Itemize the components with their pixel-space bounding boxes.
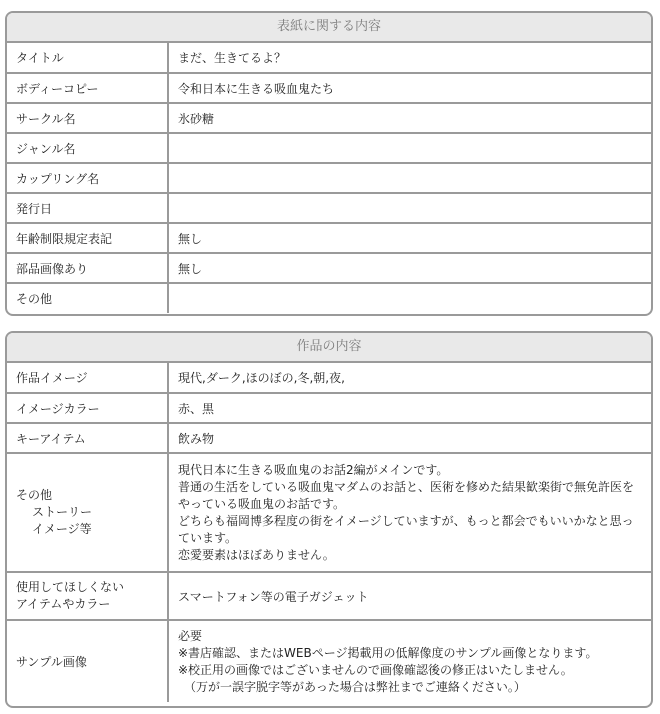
table-row-sample bbox=[7, 620, 651, 702]
row-value: 氷砂糖 bbox=[168, 103, 651, 133]
row-label: 部品画像あり bbox=[7, 253, 168, 283]
row-label: タイトル bbox=[7, 43, 168, 73]
cover-panel-title: 表紙に関する内容 bbox=[7, 13, 651, 43]
other-value-line: 普通の生活をしている吸血鬼マダムのお話と、医術を修めた結果歓楽街で無免許医を bbox=[178, 479, 635, 494]
unwanted-label-line: アイテムやカラー bbox=[16, 597, 111, 611]
other-label bbox=[7, 453, 168, 572]
other-label-line: ストーリー bbox=[32, 505, 93, 519]
row-value: 現代,ダーク,ほのぼの,冬,朝,夜, bbox=[178, 371, 345, 385]
table-row bbox=[7, 103, 651, 133]
cover-panel bbox=[5, 11, 653, 316]
row-label: イメージカラー bbox=[7, 393, 168, 423]
sample-value bbox=[168, 620, 651, 702]
other-value-line: やっている吸血鬼のお話です。 bbox=[178, 496, 346, 511]
table-row bbox=[7, 363, 651, 393]
table-row bbox=[7, 163, 651, 193]
table-row bbox=[7, 223, 651, 253]
table-row-other bbox=[7, 453, 651, 572]
row-value: 無し bbox=[168, 253, 651, 283]
table-row bbox=[7, 193, 651, 223]
other-label-line: その他 bbox=[16, 488, 53, 502]
row-value bbox=[168, 283, 651, 313]
other-value-line: ています。 bbox=[178, 530, 238, 545]
row-label: 年齢制限規定表記 bbox=[7, 223, 168, 253]
row-label: 発行日 bbox=[7, 193, 168, 223]
row-label: サークル名 bbox=[7, 103, 168, 133]
unwanted-value: スマートフォン等の電子ガジェット bbox=[168, 572, 651, 620]
row-value bbox=[168, 193, 651, 223]
other-value-line: どちらも福岡博多程度の街をイメージしていますが、もっと都会でもいいかなと思っ bbox=[178, 513, 634, 528]
sample-value-line: 必要 bbox=[178, 628, 203, 643]
row-value bbox=[168, 163, 651, 193]
sample-value-line: ※書店確認、またはWEBページ掲載用の低解像度のサンプル画像となります。 bbox=[178, 645, 598, 660]
sample-value-line: （万が一誤字脱字等があった場合は弊社までご連絡ください。） bbox=[184, 679, 526, 694]
row-value: 飲み物 bbox=[168, 423, 651, 453]
unwanted-label-line: 使用してほしくない bbox=[16, 580, 125, 594]
table-row-unwanted bbox=[7, 572, 651, 620]
work-panel-title: 作品の内容 bbox=[7, 333, 651, 363]
table-row bbox=[7, 73, 651, 103]
row-label: キーアイテム bbox=[7, 423, 168, 453]
cover-table bbox=[7, 43, 651, 313]
table-row bbox=[7, 393, 651, 423]
sample-value-line: ※校正用の画像ではございませんので画像確認後の修正はいたしません。 bbox=[178, 662, 573, 677]
row-value: 無し bbox=[168, 223, 651, 253]
row-value: 赤、黒 bbox=[168, 393, 651, 423]
table-row bbox=[7, 423, 651, 453]
row-label: その他 bbox=[7, 283, 168, 313]
row-value: まだ、生きてるよ？ bbox=[178, 51, 287, 65]
table-row bbox=[7, 283, 651, 313]
work-table bbox=[7, 363, 651, 702]
row-label: ジャンル名 bbox=[7, 133, 168, 163]
other-value bbox=[168, 453, 651, 572]
table-row bbox=[7, 253, 651, 283]
other-value-line: 現代日本に生きる吸血鬼のお話2編がメインです。 bbox=[178, 462, 449, 477]
other-label-line: イメージ等 bbox=[32, 522, 92, 536]
other-value-line: 恋愛要素はほぼありません。 bbox=[178, 547, 335, 562]
table-row bbox=[7, 133, 651, 163]
work-panel bbox=[5, 331, 653, 708]
row-value: 令和日本に生きる吸血鬼たち bbox=[168, 73, 651, 103]
row-label: 作品イメージ bbox=[7, 363, 168, 393]
row-label: カップリング名 bbox=[7, 163, 168, 193]
row-value bbox=[168, 133, 651, 163]
sample-label: サンプル画像 bbox=[7, 620, 168, 702]
row-label: ボディーコピー bbox=[7, 73, 168, 103]
table-row bbox=[7, 43, 651, 73]
unwanted-label bbox=[7, 572, 168, 620]
